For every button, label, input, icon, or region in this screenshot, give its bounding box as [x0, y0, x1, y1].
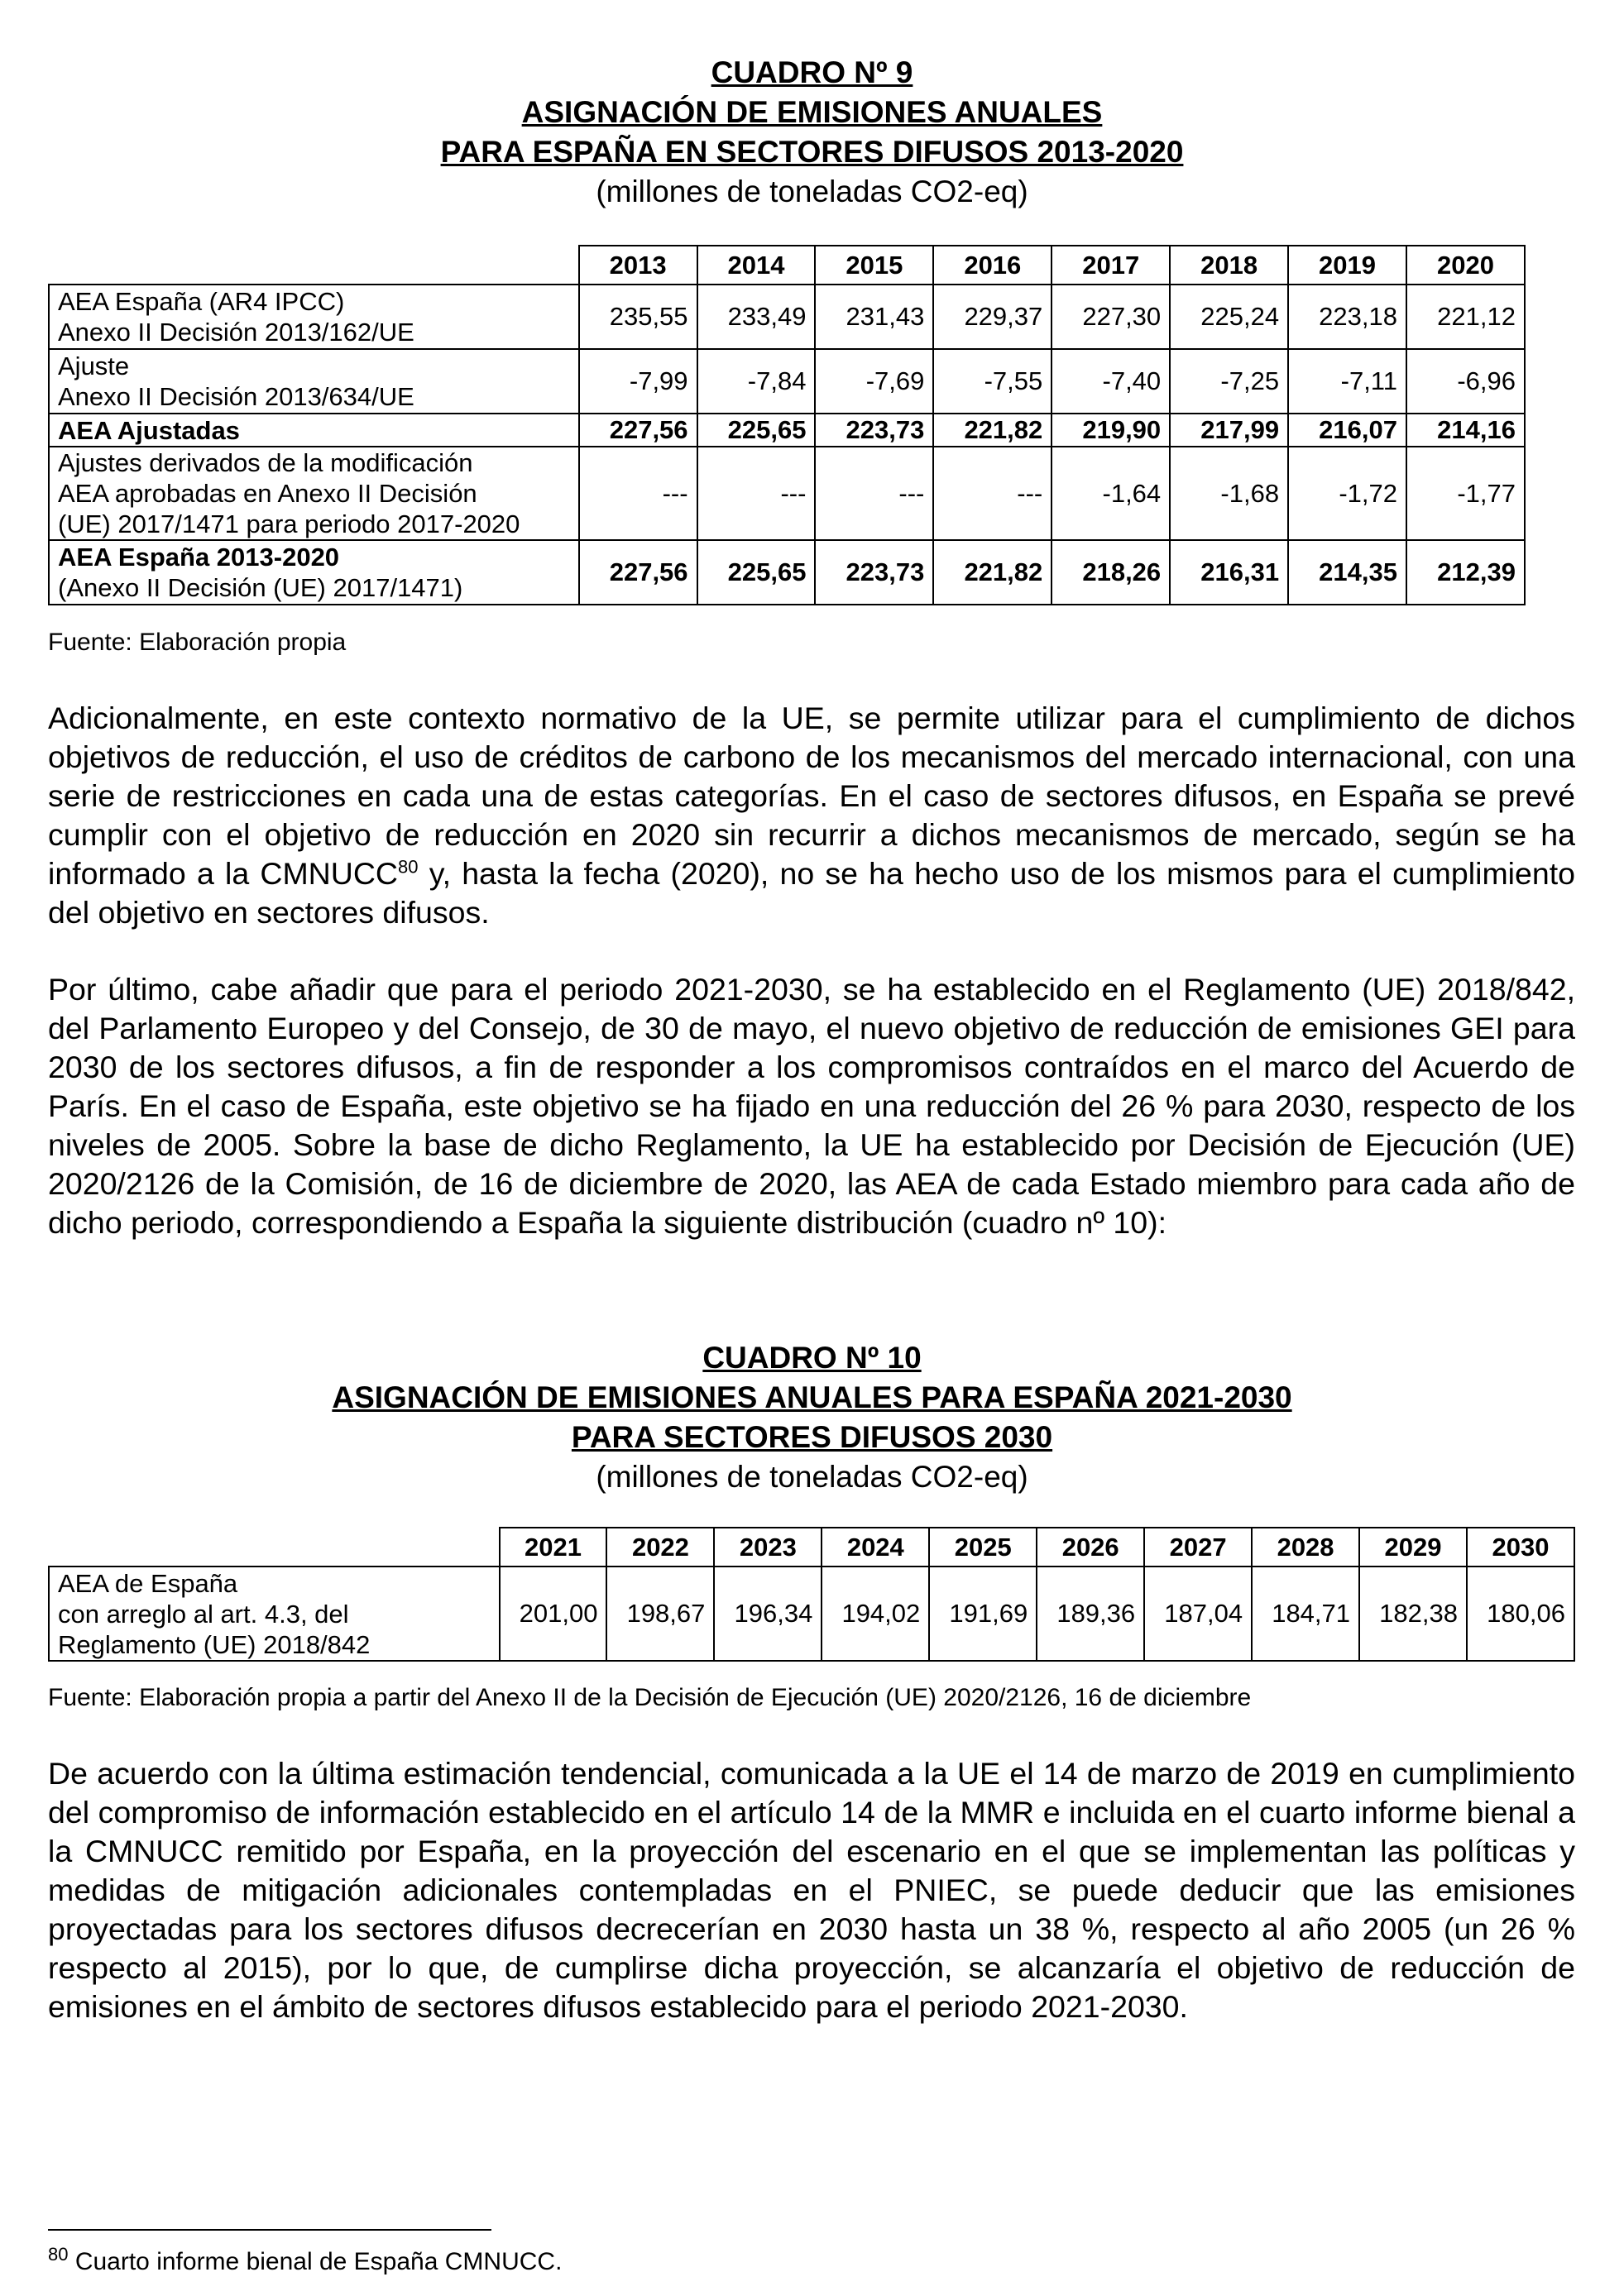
cuadro9-row-1-value-2014: -7,84	[697, 349, 816, 414]
footnote-text: Cuarto informe bienal de España CMNUCC.	[68, 2248, 563, 2275]
cuadro10-subtitle-2: PARA SECTORES DIFUSOS 2030	[571, 1420, 1053, 1454]
cuadro9-title: CUADRO Nº 9	[711, 55, 913, 89]
cuadro9-row-2-label-line-0: AEA Ajustadas	[58, 415, 240, 445]
cuadro9-row-1-value-2015: -7,69	[815, 349, 933, 414]
cuadro9-row-0-value-2015: 231,43	[815, 285, 933, 349]
cuadro9-row-3-value-2018: -1,68	[1170, 447, 1288, 540]
cuadro9-row-4-value-2016: 221,82	[933, 540, 1052, 605]
cuadro9-row-1-value-2013: -7,99	[579, 349, 697, 414]
cuadro9-row-1-value-2018: -7,25	[1170, 349, 1288, 414]
cuadro10-value-2027: 187,04	[1144, 1567, 1252, 1661]
cuadro10-year-2027: 2027	[1144, 1528, 1252, 1567]
cuadro9-row-3-label-line-2: (UE) 2017/1471 para periodo 2017-2020	[58, 509, 520, 538]
cuadro9-row-4-value-2015: 223,73	[815, 540, 933, 605]
cuadro9-row-0	[49, 285, 1525, 349]
cuadro9-title-block	[0, 53, 1624, 212]
cuadro9-header-blank	[49, 246, 579, 285]
cuadro10-label-line-2: Reglamento (UE) 2018/842	[58, 1629, 371, 1659]
cuadro10-value-2023: 196,34	[714, 1567, 822, 1661]
cuadro10-value-2028: 184,71	[1252, 1567, 1359, 1661]
cuadro9-row-0-value-2013: 235,55	[579, 285, 697, 349]
cuadro9-year-2013: 2013	[579, 246, 697, 285]
cuadro9-row-2-value-2019: 216,07	[1288, 414, 1406, 447]
cuadro10-year-2029: 2029	[1359, 1528, 1467, 1567]
paragraph-1-text-end: y, hasta la fecha (2020), no se ha hecho uso de los mismos para el cumplimiento del objetivo en sectores difusos.	[48, 856, 1575, 930]
cuadro9-row-3-label-line-1: AEA aprobadas en Anexo II Decisión	[58, 479, 477, 508]
cuadro10-year-2021: 2021	[500, 1528, 607, 1567]
cuadro10-value-2022: 198,67	[606, 1567, 714, 1661]
cuadro9-row-2-value-2013: 227,56	[579, 414, 697, 447]
cuadro10-year-2030: 2030	[1467, 1528, 1574, 1567]
cuadro9-row-4-value-2020: 212,39	[1406, 540, 1525, 605]
cuadro10-year-2022: 2022	[606, 1528, 714, 1567]
cuadro9-row-1-value-2017: -7,40	[1052, 349, 1170, 414]
cuadro9-row-3-value-2019: -1,72	[1288, 447, 1406, 540]
cuadro9-row-4-value-2014: 225,65	[697, 540, 816, 605]
cuadro9-table	[48, 245, 1526, 605]
cuadro9-row-4-label	[49, 540, 579, 605]
cuadro9-row-1-value-2016: -7,55	[933, 349, 1052, 414]
cuadro9-subtitle-1: ASIGNACIÓN DE EMISIONES ANUALES	[521, 95, 1103, 129]
cuadro10-year-2024: 2024	[822, 1528, 929, 1567]
cuadro9-row-3-value-2014: ---	[697, 447, 816, 540]
cuadro10-header-blank	[49, 1528, 500, 1567]
paragraph-1	[48, 699, 1575, 932]
cuadro9-row-1-label-line-1: Anexo II Decisión 2013/634/UE	[58, 382, 414, 411]
cuadro10-title: CUADRO Nº 10	[702, 1341, 922, 1375]
cuadro9-row-2-value-2017: 219,90	[1052, 414, 1170, 447]
cuadro9-row-2-label	[49, 414, 579, 447]
cuadro10-table	[48, 1527, 1575, 1662]
cuadro10-subtitle-1: ASIGNACIÓN DE EMISIONES ANUALES PARA ESPAÑA 2021-2030	[332, 1380, 1292, 1414]
cuadro10-year-2023: 2023	[714, 1528, 822, 1567]
cuadro10-data-row	[49, 1567, 1574, 1661]
cuadro9-year-2020: 2020	[1406, 246, 1525, 285]
cuadro9-subtitle-2: PARA ESPAÑA EN SECTORES DIFUSOS 2013-2020	[440, 135, 1184, 169]
paragraph-1-text: Adicionalmente, en este contexto normativo de la UE, se permite utilizar para el cumplimiento de dichos objetivos de reducción, el uso de créditos de carbono de los mecanismos del mercado internacional, con una serie de restricciones en cada una de estas categorías. En el caso de sectores difusos, en España se prevé cumplir con el objetivo de reducción en 2020 sin recurrir a dichos mecanismos de mercado, según se ha informado a la CMNUCC	[48, 701, 1575, 891]
cuadro9-year-2015: 2015	[815, 246, 933, 285]
cuadro10-value-2026: 189,36	[1037, 1567, 1144, 1661]
cuadro9-row-0-value-2016: 229,37	[933, 285, 1052, 349]
cuadro9-row-0-label-line-1: Anexo II Decisión 2013/162/UE	[58, 318, 414, 347]
cuadro10-value-2024: 194,02	[822, 1567, 929, 1661]
cuadro9-row-1-value-2020: -6,96	[1406, 349, 1525, 414]
cuadro9-row-2	[49, 414, 1525, 447]
cuadro10-value-2021: 201,00	[500, 1567, 607, 1661]
cuadro9-year-2019: 2019	[1288, 246, 1406, 285]
cuadro10-row-label	[49, 1567, 500, 1661]
cuadro9-row-3-value-2016: ---	[933, 447, 1052, 540]
footnote-ref-80: 80	[398, 856, 419, 878]
cuadro9-source: Fuente: Elaboración propia	[48, 629, 347, 656]
paragraph-2: Por último, cabe añadir que para el periodo 2021-2030, se ha establecido en el Reglamento (UE) 2018/842, del Parlamento Europeo y del Consejo, de 30 de mayo, el nuevo objetivo de reducción de emisiones GEI para 2030 de los sectores difusos, a fin de responder a los compromisos contraídos en el marco del Acuerdo de París. En el caso de España, este objetivo se ha fijado en una reducción del 26 % para 2030, respecto de los niveles de 2005. Sobre la base de dicho Reglamento, la UE ha establecido por Decisión de Ejecución (UE) 2020/2126 de la Comisión, de 16 de diciembre de 2020, las AEA de cada Estado miembro para cada año de dicho periodo, correspondiendo a España la siguiente distribución (cuadro nº 10):	[48, 972, 1575, 1240]
cuadro9-row-3-label	[49, 447, 579, 540]
cuadro9-row-4-label-line-0: AEA España 2013-2020	[58, 543, 340, 572]
cuadro9-header-row	[49, 246, 1525, 285]
cuadro9-row-3	[49, 447, 1525, 540]
cuadro9-units: (millones de toneladas CO2-eq)	[596, 175, 1028, 208]
cuadro9-row-2-value-2018: 217,99	[1170, 414, 1288, 447]
cuadro9-row-3-label-line-0: Ajustes derivados de la modificación	[58, 448, 473, 477]
cuadro9-row-4-value-2019: 214,35	[1288, 540, 1406, 605]
cuadro10-source: Fuente: Elaboración propia a partir del Anexo II de la Decisión de Ejecución (UE) 2020/2126, 16 de diciembre	[48, 1684, 1252, 1711]
cuadro9-row-2-value-2016: 221,82	[933, 414, 1052, 447]
cuadro10-title-block	[0, 1338, 1624, 1497]
footnote-number: 80	[48, 2244, 69, 2265]
cuadro9-row-1-label-line-0: Ajuste	[58, 352, 130, 380]
cuadro9-row-2-value-2015: 223,73	[815, 414, 933, 447]
cuadro10-year-2026: 2026	[1037, 1528, 1144, 1567]
cuadro9-row-3-value-2013: ---	[579, 447, 697, 540]
cuadro10-label-line-0: AEA de España	[58, 1568, 238, 1598]
cuadro9-year-2014: 2014	[697, 246, 816, 285]
cuadro9-row-4-value-2013: 227,56	[579, 540, 697, 605]
cuadro9-row-4-value-2017: 218,26	[1052, 540, 1170, 605]
cuadro10-value-2030: 180,06	[1467, 1567, 1574, 1661]
cuadro10-value-2029: 182,38	[1359, 1567, 1467, 1661]
cuadro9-year-2016: 2016	[933, 246, 1052, 285]
paragraph-3: De acuerdo con la última estimación tendencial, comunicada a la UE el 14 de marzo de 2019 en cumplimiento del compromiso de información establecido en el artículo 14 de la MMR e incluida en el cuarto informe bienal a la CMNUCC remitido por España, en la proyección del escenario en el que se implementan las políticas y medidas de mitigación adicionales contempladas en el PNIEC, se puede deducir que las emisiones proyectadas para los sectores difusos decrecerían en 2030 hasta un 38 %, respecto al año 2005 (un 26 % respecto al 2015), por lo que, de cumplirse dicha proyección, se alcanzaría el objetivo de reducción de emisiones en el ámbito de sectores difusos establecido para el periodo 2021-2030.	[48, 1756, 1575, 2024]
cuadro9-row-0-value-2018: 225,24	[1170, 285, 1288, 349]
footnote-rule	[48, 2229, 491, 2231]
cuadro9-row-0-value-2020: 221,12	[1406, 285, 1525, 349]
cuadro10-value-2025: 191,69	[929, 1567, 1037, 1661]
cuadro9-row-0-value-2019: 223,18	[1288, 285, 1406, 349]
cuadro10-label-line-1: con arreglo al art. 4.3, del	[58, 1599, 349, 1629]
cuadro10-year-2025: 2025	[929, 1528, 1037, 1567]
cuadro9-row-1	[49, 349, 1525, 414]
cuadro9-row-0-label	[49, 285, 579, 349]
cuadro9-year-2018: 2018	[1170, 246, 1288, 285]
cuadro9-row-2-value-2014: 225,65	[697, 414, 816, 447]
cuadro9-row-4	[49, 540, 1525, 605]
cuadro9-row-0-value-2017: 227,30	[1052, 285, 1170, 349]
cuadro9-row-3-value-2017: -1,64	[1052, 447, 1170, 540]
cuadro10-year-2028: 2028	[1252, 1528, 1359, 1567]
cuadro9-row-0-label-line-0: AEA España (AR4 IPCC)	[58, 287, 345, 316]
footnote	[48, 2244, 563, 2276]
cuadro9-row-0-value-2014: 233,49	[697, 285, 816, 349]
cuadro9-row-3-value-2015: ---	[815, 447, 933, 540]
cuadro9-row-1-label	[49, 349, 579, 414]
cuadro9-year-2017: 2017	[1052, 246, 1170, 285]
cuadro9-row-1-value-2019: -7,11	[1288, 349, 1406, 414]
cuadro9-row-4-value-2018: 216,31	[1170, 540, 1288, 605]
cuadro9-row-4-label-line-1: (Anexo II Decisión (UE) 2017/1471)	[58, 573, 463, 602]
cuadro10-units: (millones de toneladas CO2-eq)	[596, 1460, 1028, 1494]
cuadro9-row-3-value-2020: -1,77	[1406, 447, 1525, 540]
cuadro9-row-2-value-2020: 214,16	[1406, 414, 1525, 447]
cuadro10-header-row	[49, 1528, 1574, 1567]
